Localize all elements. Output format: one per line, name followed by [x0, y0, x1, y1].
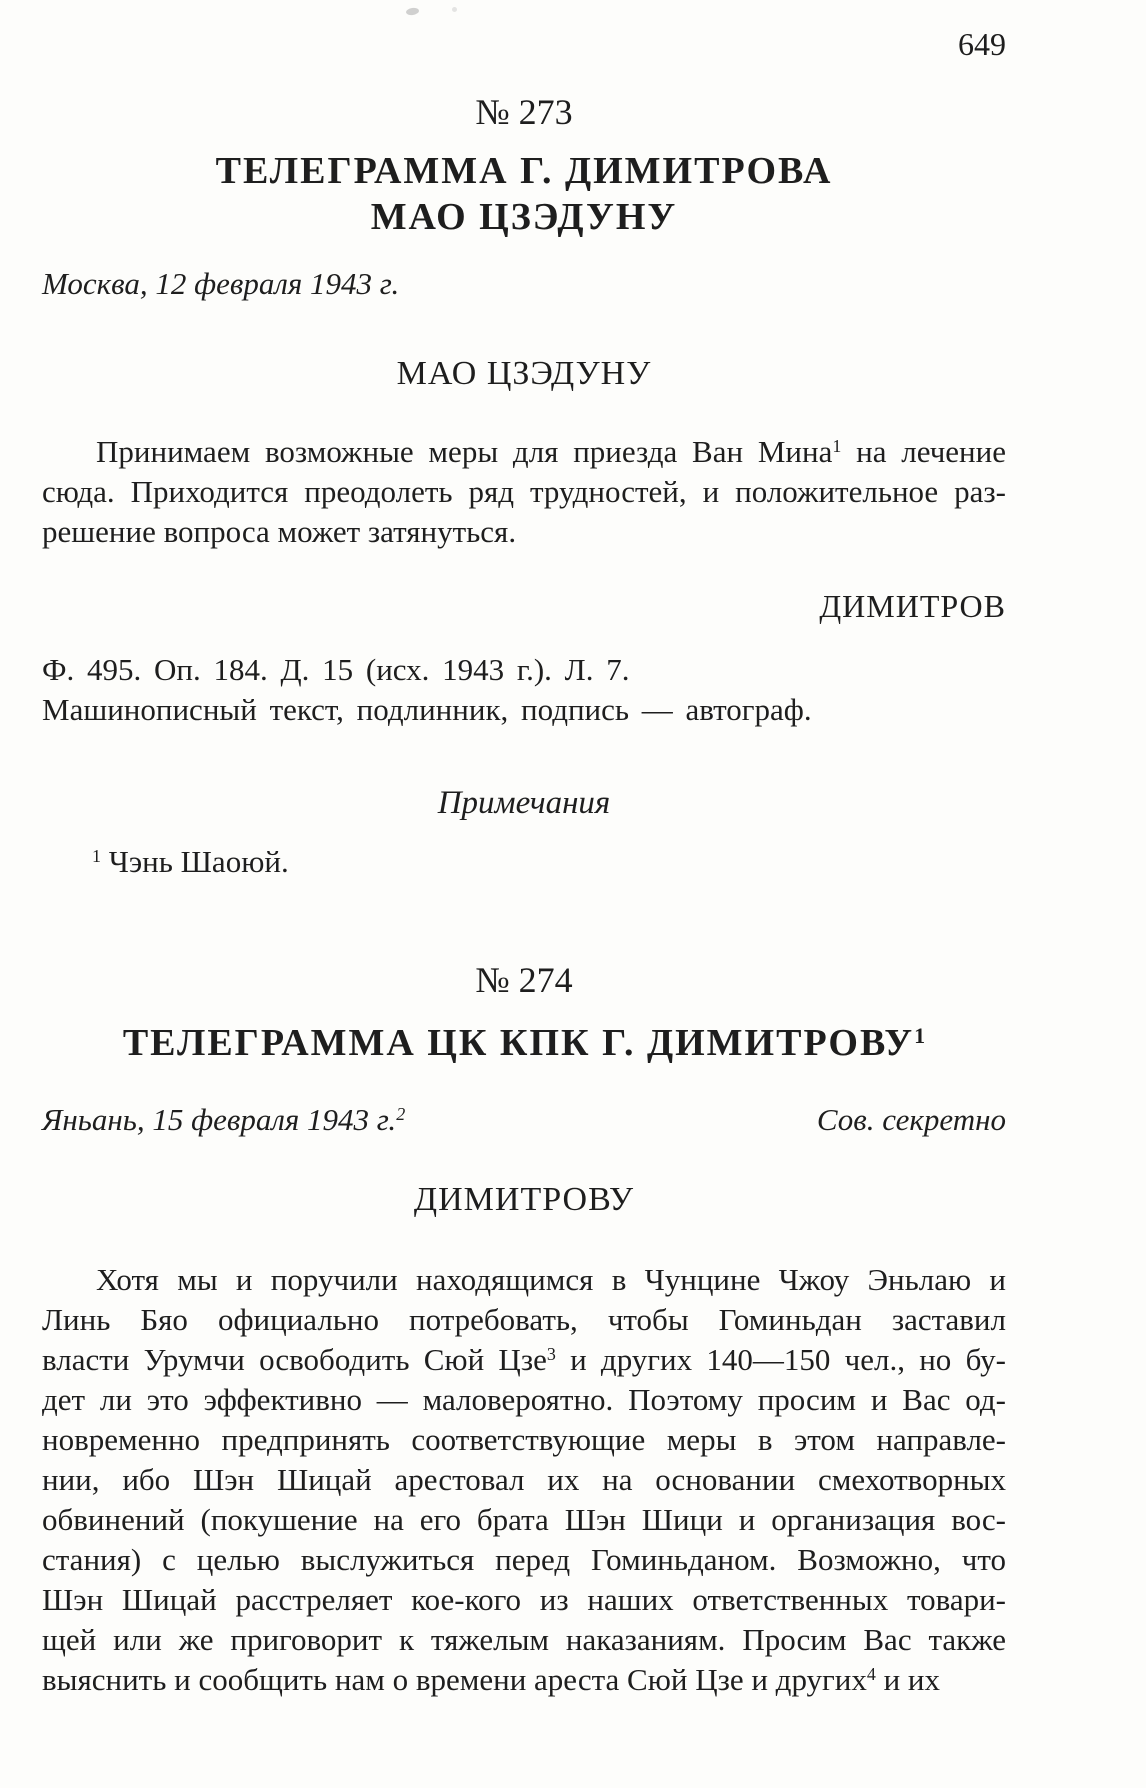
paragraph-line: сюда. Приходится преодолеть ряд трудностей, и положительное раз- — [42, 474, 1006, 509]
archive-block — [42, 650, 1006, 730]
doc-title-line: ТЕЛЕГРАММА Г. ДИМИТРОВА — [215, 150, 833, 192]
doc-number: № 274 — [475, 960, 573, 1000]
body-paragraph — [42, 1260, 1006, 1700]
salutation: ДИМИТРОВУ — [413, 1181, 635, 1218]
scan-artifact — [452, 7, 457, 12]
page-number: 649 — [958, 26, 1006, 62]
archive-description: Машинописный текст, подлинник, подпись — автограф. — [42, 692, 812, 727]
paragraph-line: дет ли это эффективно — маловероятно. Поэтому просим и Вас од- — [42, 1382, 1006, 1417]
doc-title-line: МАО ЦЗЭДУНУ — [370, 196, 678, 238]
doc-title: ТЕЛЕГРАММА ЦК КПК Г. ДИМИТРОВУ$^1$ — [122, 1022, 926, 1064]
document-274 — [42, 960, 1006, 1700]
doc-number: № 273 — [475, 92, 573, 132]
signature: ДИМИТРОВ — [819, 588, 1006, 624]
dateline-row — [42, 1100, 1006, 1140]
paragraph-line: Принимаем возможные меры для приезда Ван Мина$^1$ на лечение — [96, 434, 1006, 469]
document-273 — [42, 92, 1006, 882]
paragraph-line: власти Урумчи освободить Сюй Цзе$^3$ и других 140—150 чел., но бу- — [42, 1342, 1006, 1377]
paragraph-line: Шэн Шицай расстреляет кое-кого из наших ответственных товари- — [42, 1582, 1006, 1617]
notes-heading: Примечания — [437, 785, 611, 821]
footnotes — [42, 842, 1006, 882]
dateline: Яньань, 15 февраля 1943 г.$^2$ — [42, 1102, 406, 1137]
paragraph-line: Хотя мы и поручили находящимся в Чунцине Чжоу Эньлаю и — [96, 1262, 1006, 1297]
classification-label: Сов. секретно — [816, 1102, 1006, 1137]
paragraph-line: Линь Бяо официально потребовать, чтобы Гоминьдан заставил — [42, 1302, 1006, 1337]
salutation: МАО ЦЗЭДУНУ — [396, 355, 652, 392]
paragraph-line: нии, ибо Шэн Шицай арестовал их на основании смехотворных — [42, 1462, 1006, 1497]
paragraph-line: $^1$ Чэнь Шаоюй. — [92, 844, 289, 879]
paragraph-line: выяснить и сообщить нам о времени ареста Сюй Цзе и других$^4$ и их — [42, 1662, 941, 1697]
body-paragraph — [42, 432, 1006, 552]
archive-reference: Ф. 495. Оп. 184. Д. 15 (исх. 1943 г.). Л. 7. — [42, 652, 630, 687]
paragraph-line: щей или же приговорит к тяжелым наказаниям. Просим Вас также — [42, 1622, 1006, 1657]
paragraph-line: новременно предпринять соответствующие меры в этом направле- — [42, 1422, 1006, 1457]
paragraph-line: решение вопроса может затянуться. — [42, 514, 517, 549]
scan-artifact — [406, 7, 420, 16]
paragraph-line: обвинений (покушение на его брата Шэн Шици и организация вос- — [42, 1502, 1006, 1537]
paragraph-line: стания) с целью выслужиться перед Гоминьданом. Возможно, что — [42, 1542, 1006, 1577]
dateline: Москва, 12 февраля 1943 г. — [42, 266, 400, 301]
doc-title — [42, 148, 1006, 240]
